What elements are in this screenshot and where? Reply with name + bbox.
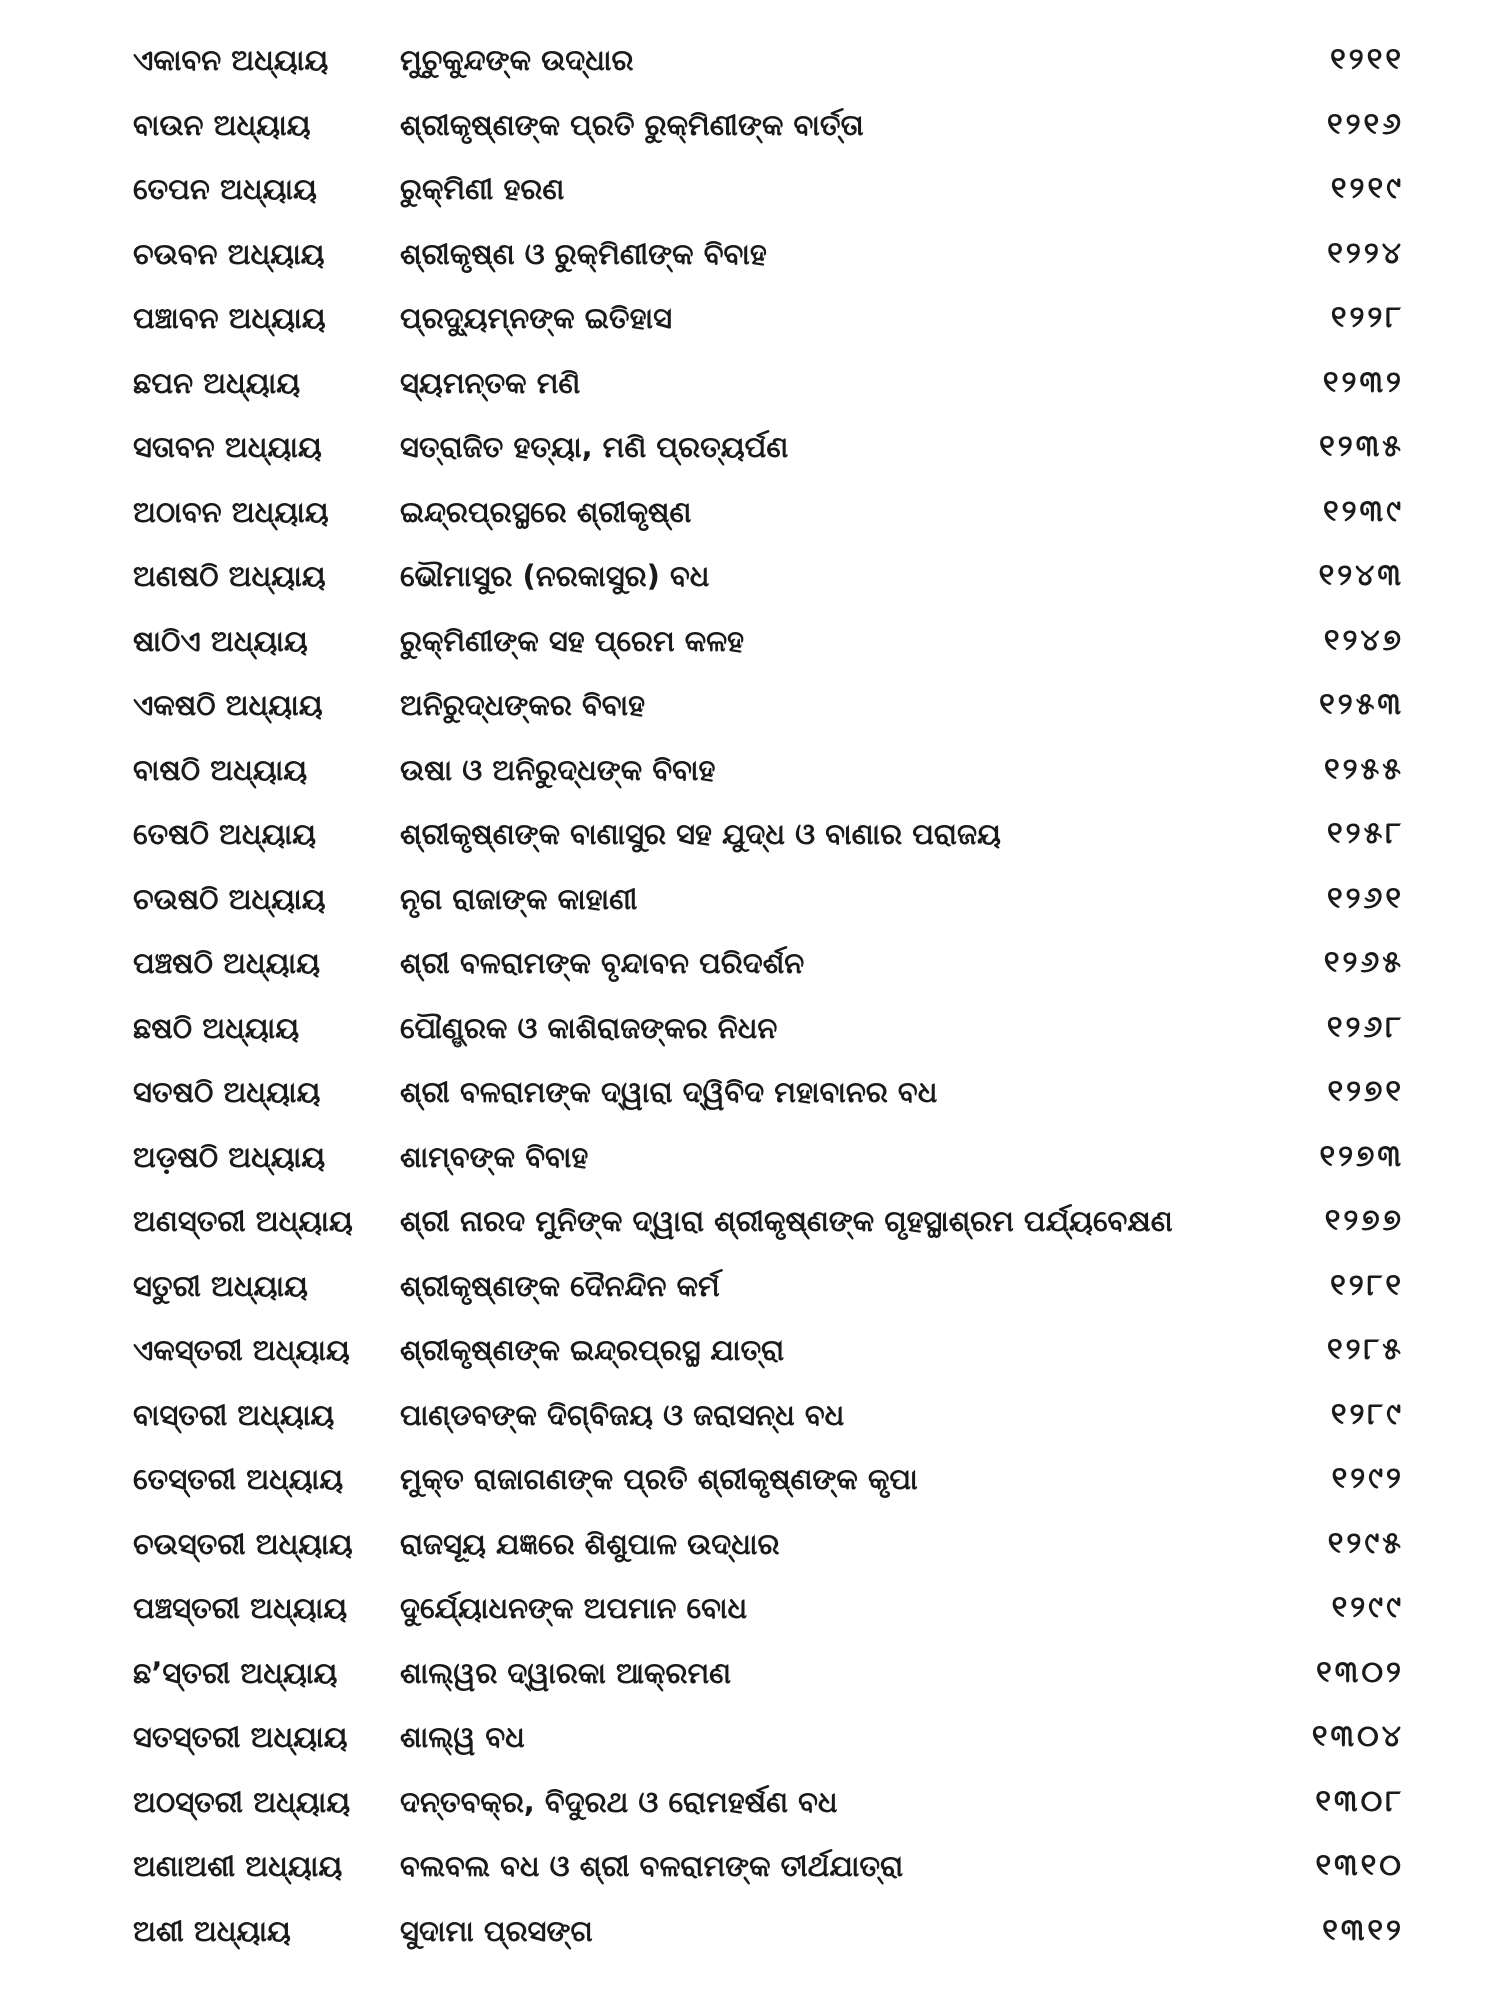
- chapter-label: ଛଷଠି ଅଧ୍ୟାୟ: [133, 1010, 300, 1045]
- chapter-label: ଷାଠିଏ ଅଧ୍ୟାୟ: [133, 623, 308, 658]
- chapter-label: ତେଷଠି ଅଧ୍ୟାୟ: [133, 817, 317, 851]
- page-number: ୧୨୭୭: [1324, 1203, 1404, 1238]
- chapter-title: ପ୍ରଦ୍ୟୁମ୍ନଙ୍କ ଇତିହାସ: [400, 301, 672, 335]
- toc-row: [0, 480, 1500, 545]
- page-number: ୧୨୧୧: [1330, 42, 1404, 77]
- page-number: ୧୨୪୩: [1318, 558, 1404, 593]
- toc-row: [0, 1383, 1500, 1448]
- toc-row: [0, 673, 1500, 738]
- chapter-label: ତେପନ ଅଧ୍ୟାୟ: [133, 172, 317, 206]
- chapter-title: ଶ୍ରୀକୃଷ୍ଣଙ୍କ ଦୈନନ୍ଦିନ କର୍ମ: [400, 1268, 720, 1303]
- toc-row: [0, 1318, 1500, 1383]
- toc-row: [0, 1254, 1500, 1319]
- toc-row: [0, 1512, 1500, 1577]
- chapter-title: ମୁଚୁକୁନ୍ଦଙ୍କ ଉଦ୍ଧାର: [400, 43, 634, 77]
- chapter-label: ଅଣାଅଶୀ ଅଧ୍ୟାୟ: [133, 1849, 343, 1883]
- toc-row: [0, 93, 1500, 158]
- chapter-label: ବାଉନ ଅଧ୍ୟାୟ: [133, 107, 311, 142]
- toc-row: [0, 222, 1500, 287]
- page-number: ୧୨୧୯: [1330, 171, 1404, 206]
- chapter-label: ଚଉସ୍ତରୀ ଅଧ୍ୟାୟ: [133, 1526, 353, 1561]
- page-number: ୧୨୮୯: [1330, 1396, 1404, 1432]
- chapter-label: ଅଣସ୍ତରୀ ଅଧ୍ୟାୟ: [133, 1204, 353, 1238]
- chapter-label: ସତସ୍ତରୀ ଅଧ୍ୟାୟ: [133, 1720, 348, 1754]
- chapter-title: ରାଜସୂୟ ଯଜ୍ଞରେ ଶିଶୁପାଳ ଉଦ୍ଧାର: [400, 1526, 780, 1561]
- toc-row: [0, 996, 1500, 1061]
- page-number: ୧୨୮୫: [1327, 1332, 1404, 1367]
- page-number: ୧୨୬୮: [1326, 1009, 1404, 1045]
- toc-row: [0, 1899, 1500, 1964]
- chapter-title: ଶ୍ରୀ ନାରଦ ମୁନିଙ୍କ ଦ୍ୱାରା ଶ୍ରୀକୃଷ୍ଣଙ୍କ ଗୃହସ୍ଥାଶ୍ରମ ପର୍ଯ୍ୟବେକ୍ଷଣ: [400, 1204, 1173, 1238]
- chapter-title: ରୁକ୍ମିଣୀ ହରଣ: [400, 172, 565, 206]
- page-number: ୧୨୨୪: [1327, 235, 1404, 271]
- toc-row: [0, 1834, 1500, 1899]
- chapter-title: ଶାଲ୍ୱର ଦ୍ୱାରକା ଆକ୍ରମଣ: [400, 1655, 732, 1690]
- toc-row: [0, 415, 1500, 480]
- page-number: ୧୨୯୯: [1331, 1590, 1404, 1625]
- toc-row: [0, 157, 1500, 222]
- toc-row: [0, 931, 1500, 996]
- toc-row: [0, 1125, 1500, 1190]
- page-number: ୧୩୦୪: [1311, 1719, 1404, 1754]
- chapter-label: ପଞ୍ଚାବନ ଅଧ୍ୟାୟ: [133, 301, 326, 335]
- toc-row: [0, 738, 1500, 803]
- page-number: ୧୩୦୮: [1315, 1783, 1404, 1819]
- page-number: ୧୨୭୧: [1327, 1074, 1404, 1109]
- page-number: ୧୨୫୮: [1327, 816, 1404, 851]
- chapter-title: ଦନ୍ତବକ୍ର, ବିଦୁରଥ ଓ ରୋମହର୍ଷଣ ବଧ: [400, 1784, 838, 1819]
- chapter-title: ଦୁର୍ଯ୍ୟୋଧନଙ୍କ ଅପମାନ ବୋଧ: [400, 1591, 748, 1625]
- chapter-title: ମୁକ୍ତ ରାଜାଗଣଙ୍କ ପ୍ରତି ଶ୍ରୀକୃଷ୍ଣଙ୍କ କୃପା: [400, 1462, 918, 1496]
- chapter-label: ତେସ୍ତରୀ ଅଧ୍ୟାୟ: [133, 1462, 344, 1496]
- chapter-label: ସତଷଠି ଅଧ୍ୟାୟ: [133, 1075, 321, 1109]
- toc-row: [0, 867, 1500, 932]
- chapter-title: ସୁଦାମା ପ୍ରସଙ୍ଗ: [400, 1913, 593, 1948]
- page-number: ୧୨୯୫: [1327, 1525, 1404, 1561]
- chapter-title: ପାଣ୍ଡବଙ୍କ ଦିଗ୍ବିଜୟ ଓ ଜରାସନ୍ଧ ବଧ: [400, 1397, 845, 1432]
- page-number: ୧୨୫୫: [1323, 751, 1404, 787]
- chapter-label: ଅଶୀ ଅଧ୍ୟାୟ: [133, 1913, 291, 1948]
- page-number: ୧୨୩୯: [1322, 493, 1404, 529]
- chapter-title: ଶ୍ରୀ ବଳରାମଙ୍କ ଦ୍ୱାରା ଦ୍ୱିବିଦ ମହାବାନର ବଧ: [400, 1075, 938, 1109]
- chapter-title: ଅନିରୁଦ୍ଧଙ୍କର ବିବାହ: [400, 688, 646, 722]
- toc-row: [0, 802, 1500, 867]
- chapter-label: ଏକାବନ ଅଧ୍ୟାୟ: [133, 43, 329, 77]
- chapter-label: ଅଡ଼ଷଠି ଅଧ୍ୟାୟ: [133, 1139, 326, 1174]
- chapter-title: ଶ୍ରୀକୃଷ୍ଣଙ୍କ ଇନ୍ଦ୍ରପ୍ରସ୍ଥ ଯାତ୍ରା: [400, 1333, 785, 1367]
- toc-row: [0, 1641, 1500, 1706]
- chapter-title: ଉଷା ଓ ଅନିରୁଦ୍ଧଙ୍କ ବିବାହ: [400, 752, 716, 787]
- chapter-label: ଅଠସ୍ତରୀ ଅଧ୍ୟାୟ: [133, 1784, 351, 1819]
- chapter-title: ନୃଗ ରାଜାଙ୍କ କାହାଣୀ: [400, 881, 638, 916]
- chapter-title: ଶାଲ୍ୱ ବଧ: [400, 1720, 525, 1754]
- page-number: ୧୩୦୨: [1316, 1654, 1404, 1690]
- chapter-title: ରୁକ୍ମିଣୀଙ୍କ ସହ ପ୍ରେମ କଳହ: [400, 623, 745, 658]
- chapter-label: ପଞ୍ଚସ୍ତରୀ ଅଧ୍ୟାୟ: [133, 1591, 348, 1625]
- table-of-contents: [0, 28, 1500, 1963]
- toc-row: [0, 544, 1500, 609]
- chapter-title: ଶ୍ରୀ ବଳରାମଙ୍କ ବୃନ୍ଦାବନ ପରିଦର୍ଶନ: [400, 946, 805, 980]
- chapter-label: ଏକଷଠି ଅଧ୍ୟାୟ: [133, 688, 323, 722]
- toc-row: [0, 286, 1500, 351]
- toc-row: [0, 1060, 1500, 1125]
- chapter-label: ବାଷଠି ଅଧ୍ୟାୟ: [133, 752, 308, 787]
- chapter-title: ସ୍ୟମନ୍ତକ ମଣି: [400, 365, 581, 400]
- page-number: ୧୨୬୧: [1326, 880, 1404, 916]
- chapter-title: ଶ୍ରୀକୃଷ୍ଣଙ୍କ ବାଣାସୁର ସହ ଯୁଦ୍ଧ ଓ ବାଣାର ପରାଜୟ: [400, 817, 1001, 851]
- chapter-label: ଚଉଷଠି ଅଧ୍ୟାୟ: [133, 881, 326, 916]
- toc-row: [0, 609, 1500, 674]
- toc-row: [0, 28, 1500, 93]
- chapter-label: ସତାବନ ଅଧ୍ୟାୟ: [133, 430, 322, 464]
- chapter-title: ବଲବଲ ବଧ ଓ ଶ୍ରୀ ବଳରାମଙ୍କ ତୀର୍ଥଯାତ୍ରା: [400, 1849, 904, 1883]
- chapter-label: ସତୁରୀ ଅଧ୍ୟାୟ: [133, 1268, 308, 1303]
- page-number: ୧୨୯୨: [1331, 1461, 1404, 1496]
- chapter-title: ଶ୍ରୀକୃଷ୍ଣଙ୍କ ପ୍ରତି ରୁକ୍ମିଣୀଙ୍କ ବାର୍ତ୍ତା: [400, 107, 864, 142]
- toc-row: [0, 1770, 1500, 1835]
- page-number: ୧୨୧୬: [1326, 106, 1404, 142]
- chapter-label: ଛପନ ଅଧ୍ୟାୟ: [133, 365, 301, 400]
- chapter-title: ଶ୍ରୀକୃଷ୍ଣ ଓ ରୁକ୍ମିଣୀଙ୍କ ବିବାହ: [400, 236, 767, 271]
- chapter-label: ଛ’ସ୍ତରୀ ଅଧ୍ୟାୟ: [133, 1655, 338, 1690]
- page-number: ୧୨୮୧: [1330, 1267, 1404, 1303]
- chapter-label: ପଞ୍ଚଷଠି ଅଧ୍ୟାୟ: [133, 946, 320, 980]
- chapter-title: ପୌଣ୍ଡ୍ରକ ଓ କାଶିରାଜଙ୍କର ନିଧନ: [400, 1010, 778, 1045]
- page-number: ୧୨୬୫: [1323, 945, 1404, 980]
- chapter-label: ଅଣଷଠି ଅଧ୍ୟାୟ: [133, 559, 326, 593]
- chapter-title: ସତ୍ରାଜିତ ହତ୍ୟା, ମଣି ପ୍ରତ୍ୟର୍ପଣ: [400, 430, 789, 464]
- page-number: ୧୩୧୨: [1322, 1912, 1404, 1948]
- chapter-title: ଇନ୍ଦ୍ରପ୍ରସ୍ଥରେ ଶ୍ରୀକୃଷ୍ଣ: [400, 494, 692, 529]
- toc-row: [0, 1576, 1500, 1641]
- chapter-label: ଏକସ୍ତରୀ ଅଧ୍ୟାୟ: [133, 1333, 350, 1367]
- chapter-label: ଚଉବନ ଅଧ୍ୟାୟ: [133, 236, 325, 271]
- page-number: ୧୨୫୩: [1319, 687, 1404, 722]
- page-number: ୧୨୪୭: [1323, 622, 1404, 658]
- toc-row: [0, 1447, 1500, 1512]
- page-number: ୧୨୩୫: [1319, 429, 1404, 464]
- chapter-label: ଅଠାବନ ଅଧ୍ୟାୟ: [133, 494, 329, 529]
- page-number: ୧୨୩୨: [1322, 364, 1404, 400]
- chapter-title: ଶାମ୍ବଙ୍କ ବିବାହ: [400, 1139, 589, 1174]
- toc-row: [0, 1189, 1500, 1254]
- chapter-title: ଭୌମାସୁର (ନରକାସୁର) ବଧ: [400, 559, 710, 593]
- page-number: ୧୩୧୦: [1315, 1848, 1404, 1883]
- toc-row: [0, 1705, 1500, 1770]
- chapter-label: ବାସ୍ତରୀ ଅଧ୍ୟାୟ: [133, 1397, 335, 1432]
- page-number: ୧୨୭୩: [1319, 1138, 1404, 1174]
- toc-row: [0, 351, 1500, 416]
- page-number: ୧୨୨୮: [1330, 300, 1404, 335]
